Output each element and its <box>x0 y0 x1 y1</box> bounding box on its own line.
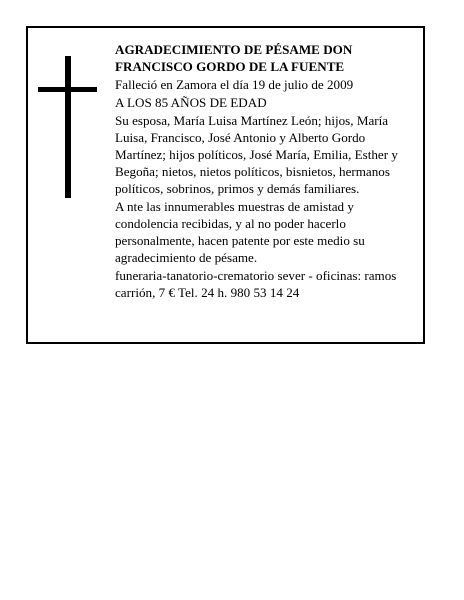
notice-text <box>115 41 418 302</box>
death-line: Falleció en Zamora el día 19 de julio de 2009 <box>115 77 354 92</box>
age-line: A LOS 85 AÑOS DE EDAD <box>115 95 267 110</box>
cross-icon <box>65 56 71 198</box>
funeral-home-info: funeraria-tanatorio-crematorio sever - oficinas: ramos carrión, 7 € Tel. 24 h. 980 53 14 24 <box>115 268 397 300</box>
notice-title: AGRADECIMIENTO DE PÉSAME DON FRANCISCO GORDO DE LA FUENTE <box>115 42 353 74</box>
obituary-notice <box>26 26 425 344</box>
cross-icon-bar <box>38 87 97 92</box>
thanks-paragraph: A nte las innumerables muestras de amistad y condolencia recibidas, y al no poder hacerlo personalmente, hacen patente por este medio su agradecimiento de pésame. <box>115 199 365 265</box>
family-paragraph: Su esposa, María Luisa Martínez León; hijos, María Luisa, Francisco, José Antonio y Alberto Gordo Martínez; hijos políticos, José María, Emilia, Esther y Begoña; nietos, nietos políticos, bisnietos, hermanos políticos, sobrinos, primos y demás familiares. <box>115 113 398 196</box>
